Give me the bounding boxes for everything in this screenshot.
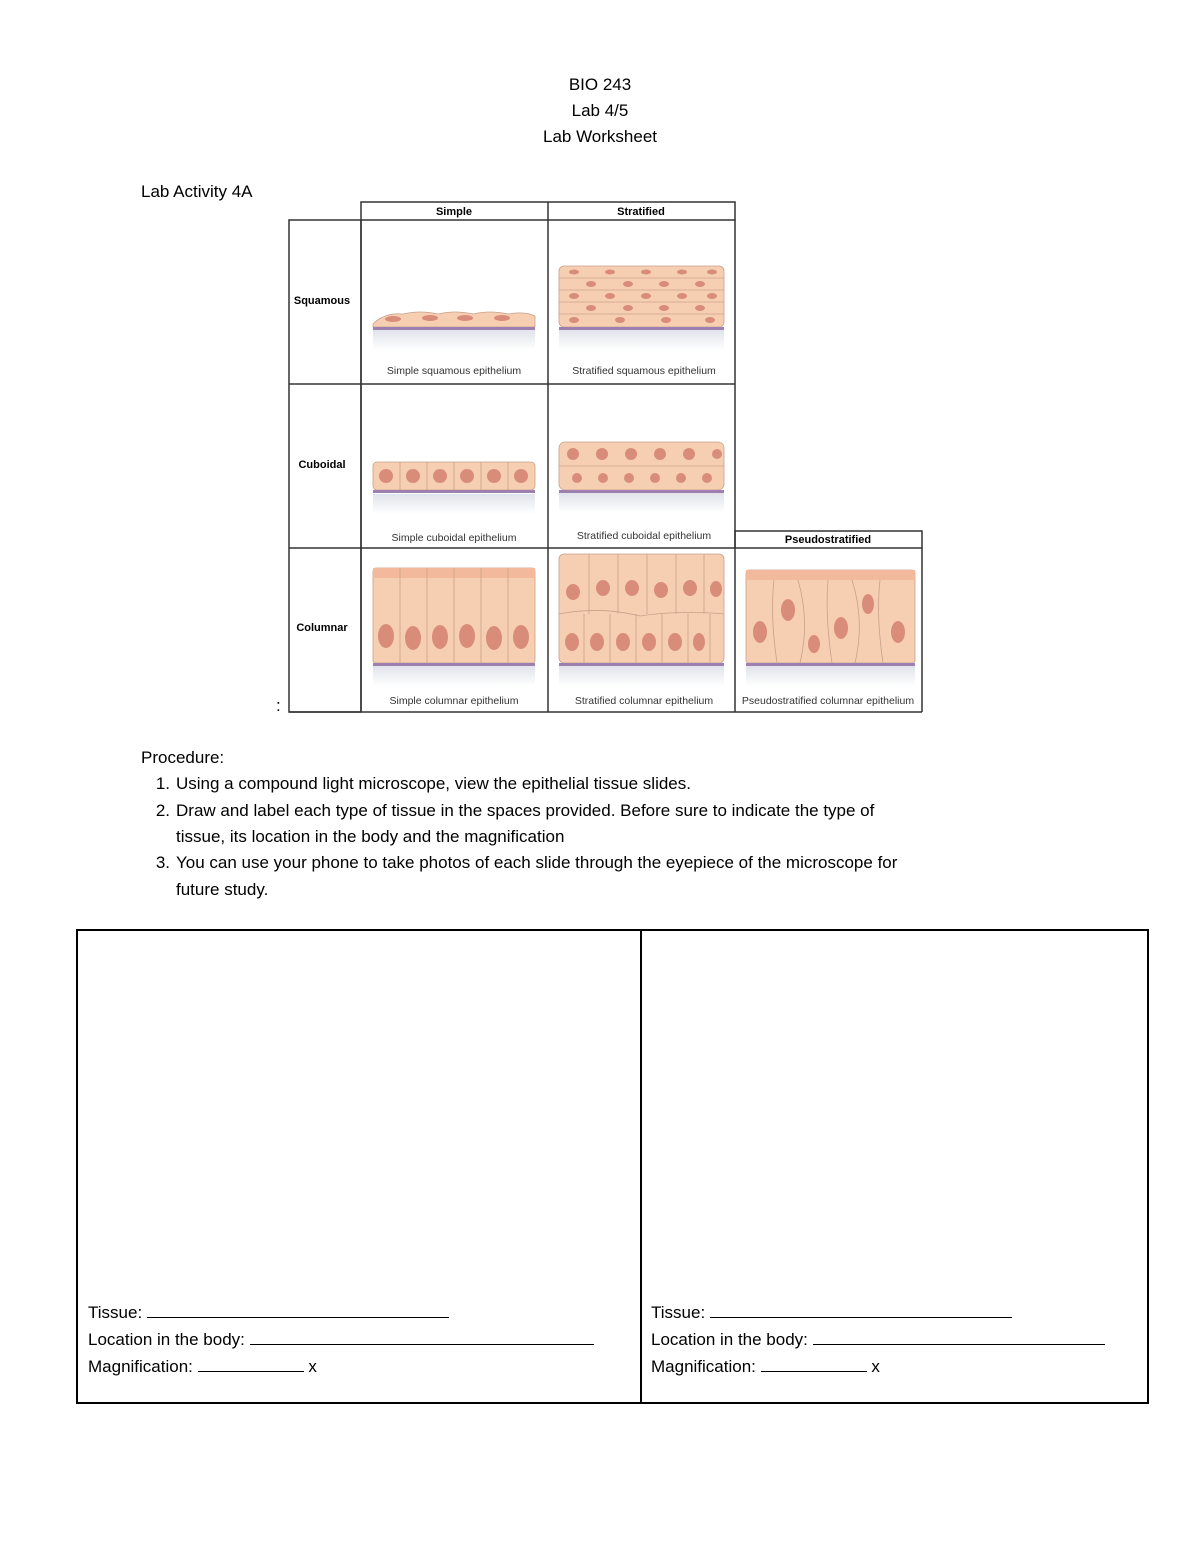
magnification-label: Magnification: (88, 1357, 193, 1376)
step-text: tissue, its location in the body and the magnification (176, 827, 565, 846)
caption-stratified-squamous: Stratified squamous epithelium (572, 365, 716, 377)
tissue-blank[interactable] (147, 1303, 449, 1318)
step-text: future study. (176, 880, 269, 899)
step-number: 1. (155, 774, 170, 793)
caption-simple-columnar: Simple columnar epithelium (389, 695, 519, 707)
tissue-label: Tissue: (651, 1303, 706, 1322)
activity-colon: : (276, 696, 281, 715)
worksheet-title: Lab Worksheet (542, 127, 658, 146)
stratified-columnar-diagram (559, 554, 724, 686)
box-divider (640, 931, 642, 1402)
col-header-pseudostratified: Pseudostratified (784, 534, 872, 546)
caption-stratified-cuboidal: Stratified cuboidal epithelium (576, 530, 712, 542)
magnification-blank[interactable] (761, 1357, 867, 1372)
step-text: You can use your phone to take photos of each slide through the eyepiece of the microscope for (176, 853, 898, 872)
pseudostratified-columnar-diagram (746, 570, 915, 686)
procedure-step-1 (155, 774, 691, 794)
magnification-unit: x (871, 1357, 880, 1376)
step-number: 2. (155, 801, 170, 820)
tissue-blank[interactable] (710, 1303, 1012, 1318)
magnification-unit: x (308, 1357, 317, 1376)
location-label: Location in the body: (651, 1330, 808, 1349)
location-blank[interactable] (250, 1330, 594, 1345)
location-blank[interactable] (813, 1330, 1105, 1345)
procedure-step-3-cont (176, 880, 268, 900)
left-magnification-field (88, 1357, 317, 1377)
procedure-heading: Procedure: (141, 748, 225, 767)
procedure-step-3 (155, 853, 898, 873)
location-label: Location in the body: (88, 1330, 245, 1349)
step-text: Draw and label each type of tissue in the spaces provided. Before sure to indicate the type of (176, 801, 875, 820)
tissue-label: Tissue: (88, 1303, 143, 1322)
caption-simple-squamous: Simple squamous epithelium (386, 365, 522, 377)
col-header-simple: Simple (435, 206, 473, 218)
simple-cuboidal-diagram (373, 462, 535, 514)
epithelium-figure (280, 196, 930, 718)
drawing-boxes (76, 929, 1149, 1404)
left-location-field (88, 1330, 594, 1350)
caption-stratified-columnar: Stratified columnar epithelium (574, 695, 714, 707)
step-number: 3. (155, 853, 170, 872)
step-text: Using a compound light microscope, view the epithelial tissue slides. (176, 774, 691, 793)
course-title: BIO 243 (568, 75, 632, 94)
row-header-cuboidal: Cuboidal (298, 459, 346, 471)
procedure-step-2-cont (176, 827, 564, 847)
magnification-label: Magnification: (651, 1357, 756, 1376)
caption-pseudostratified-columnar: Pseudostratified columnar epithelium (741, 695, 915, 707)
lab-number: Lab 4/5 (571, 101, 629, 120)
left-tissue-field (88, 1303, 449, 1323)
stratified-cuboidal-diagram (559, 442, 724, 513)
col-header-stratified: Stratified (617, 206, 665, 218)
right-location-field (651, 1330, 1105, 1350)
activity-label: Lab Activity 4A (141, 182, 253, 201)
caption-simple-cuboidal: Simple cuboidal epithelium (391, 532, 517, 544)
simple-columnar-diagram (373, 568, 535, 686)
right-tissue-field (651, 1303, 1012, 1323)
procedure-step-2 (155, 801, 875, 821)
stratified-squamous-diagram (559, 266, 724, 350)
simple-squamous-diagram (373, 312, 535, 350)
right-magnification-field (651, 1357, 880, 1377)
magnification-blank[interactable] (198, 1357, 304, 1372)
row-header-squamous: Squamous (293, 295, 351, 307)
row-header-columnar: Columnar (296, 622, 348, 634)
